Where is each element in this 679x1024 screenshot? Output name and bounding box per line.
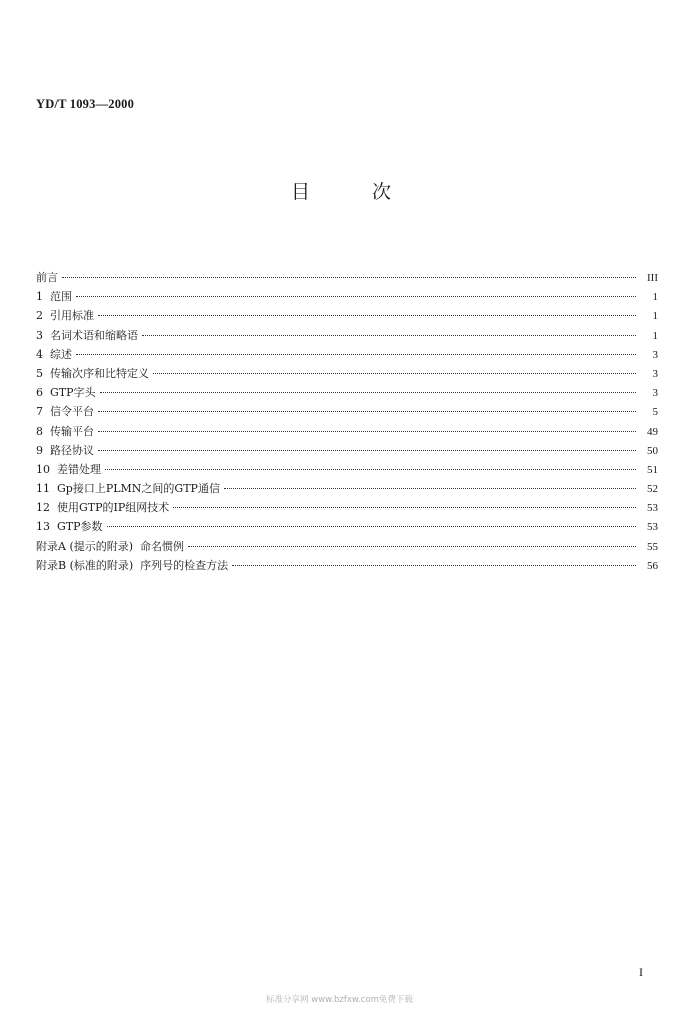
- toc-entry-page: 3: [652, 367, 658, 380]
- toc-entry-page: 1: [652, 291, 658, 304]
- toc-entry[interactable]: [36, 537, 658, 556]
- toc-entry-page: 56: [647, 559, 658, 572]
- toc-leader-dots: [98, 430, 636, 432]
- toc-leader-dots: [105, 468, 636, 470]
- toc-entry[interactable]: [36, 498, 658, 517]
- toc-entry[interactable]: [36, 556, 658, 575]
- toc-entry-page: 53: [647, 521, 658, 534]
- toc-entry-label: 1 范围: [36, 290, 72, 304]
- toc-entry[interactable]: [36, 364, 658, 383]
- toc-entry[interactable]: [36, 517, 658, 536]
- watermark-text: 标准分享网 www.bzfxw.com免费下载: [266, 995, 413, 1005]
- toc-entry-label: 附录B (标准的附录) 序列号的检查方法: [36, 558, 229, 572]
- toc-entry[interactable]: [36, 287, 658, 306]
- toc-entry-page: 53: [647, 502, 658, 515]
- toc-entry-label: 前言: [36, 271, 58, 284]
- toc-entry-label: 10 差错处理: [36, 462, 101, 476]
- toc-entry-label: 7 信令平台: [36, 405, 94, 419]
- toc-leader-dots: [98, 410, 636, 412]
- toc-leader-dots: [142, 334, 636, 336]
- document-code: YD/T 1093—2000: [36, 97, 135, 111]
- toc-leader-dots: [188, 545, 636, 547]
- toc-leader-dots: [232, 564, 636, 566]
- toc-entry[interactable]: [36, 441, 658, 460]
- toc-entry[interactable]: [36, 326, 658, 345]
- toc-leader-dots: [100, 391, 636, 393]
- toc-entry[interactable]: [36, 268, 658, 287]
- toc-entry-page: III: [647, 272, 658, 284]
- toc-entry-label: 5 传输次序和比特定义: [36, 366, 149, 380]
- toc-entry[interactable]: [36, 422, 658, 441]
- toc-leader-dots: [153, 372, 636, 374]
- toc-entry-page: 3: [652, 348, 658, 361]
- toc-entry-label: 附录A (提示的附录) 命名惯例: [36, 539, 185, 553]
- title-char-2: 次: [372, 181, 392, 203]
- toc-entry-label: 8 传输平台: [36, 424, 94, 438]
- toc-leader-dots: [173, 506, 636, 508]
- toc-entry[interactable]: [36, 460, 658, 479]
- toc-entry-label: 6 GTP字头: [36, 386, 96, 400]
- toc-entry[interactable]: [36, 402, 658, 421]
- toc-entry-label: 3 名词术语和缩略语: [36, 328, 138, 342]
- toc-leader-dots: [62, 276, 636, 278]
- toc-entry-page: 51: [647, 463, 658, 476]
- toc-entry-page: 49: [647, 425, 658, 438]
- toc-entry[interactable]: [36, 383, 658, 402]
- page-title: [0, 180, 679, 206]
- toc-entry-page: 50: [647, 444, 658, 457]
- toc-entry[interactable]: [36, 306, 658, 325]
- toc-leader-dots: [98, 314, 636, 316]
- toc-leader-dots: [98, 449, 636, 451]
- toc-entry-label: 2 引用标准: [36, 309, 94, 323]
- toc-leader-dots: [76, 353, 636, 355]
- toc-entry[interactable]: [36, 479, 658, 498]
- title-char-1: 目: [291, 181, 311, 203]
- toc-entry-page: 1: [652, 310, 658, 323]
- toc-entry-label: 13 GTP参数: [36, 520, 103, 534]
- toc-leader-dots: [76, 295, 636, 297]
- toc-entry-page: 52: [647, 483, 658, 496]
- toc-entry-label: 12 使用GTP的IP组网技术: [36, 501, 170, 515]
- toc-leader-dots: [107, 525, 636, 527]
- toc-entry-label: 9 路径协议: [36, 443, 94, 457]
- toc-entry-page: 5: [652, 406, 658, 419]
- toc-entry-label: 11 Gp接口上PLMN之间的GTP通信: [36, 482, 220, 496]
- toc-leader-dots: [224, 487, 636, 489]
- toc-entry-page: 1: [652, 329, 658, 342]
- toc-entry-label: 4 综述: [36, 347, 72, 361]
- table-of-contents: [36, 268, 658, 575]
- page-number: I: [639, 965, 643, 979]
- toc-entry-page: 55: [647, 540, 658, 553]
- toc-entry[interactable]: [36, 345, 658, 364]
- toc-entry-page: 3: [652, 387, 658, 400]
